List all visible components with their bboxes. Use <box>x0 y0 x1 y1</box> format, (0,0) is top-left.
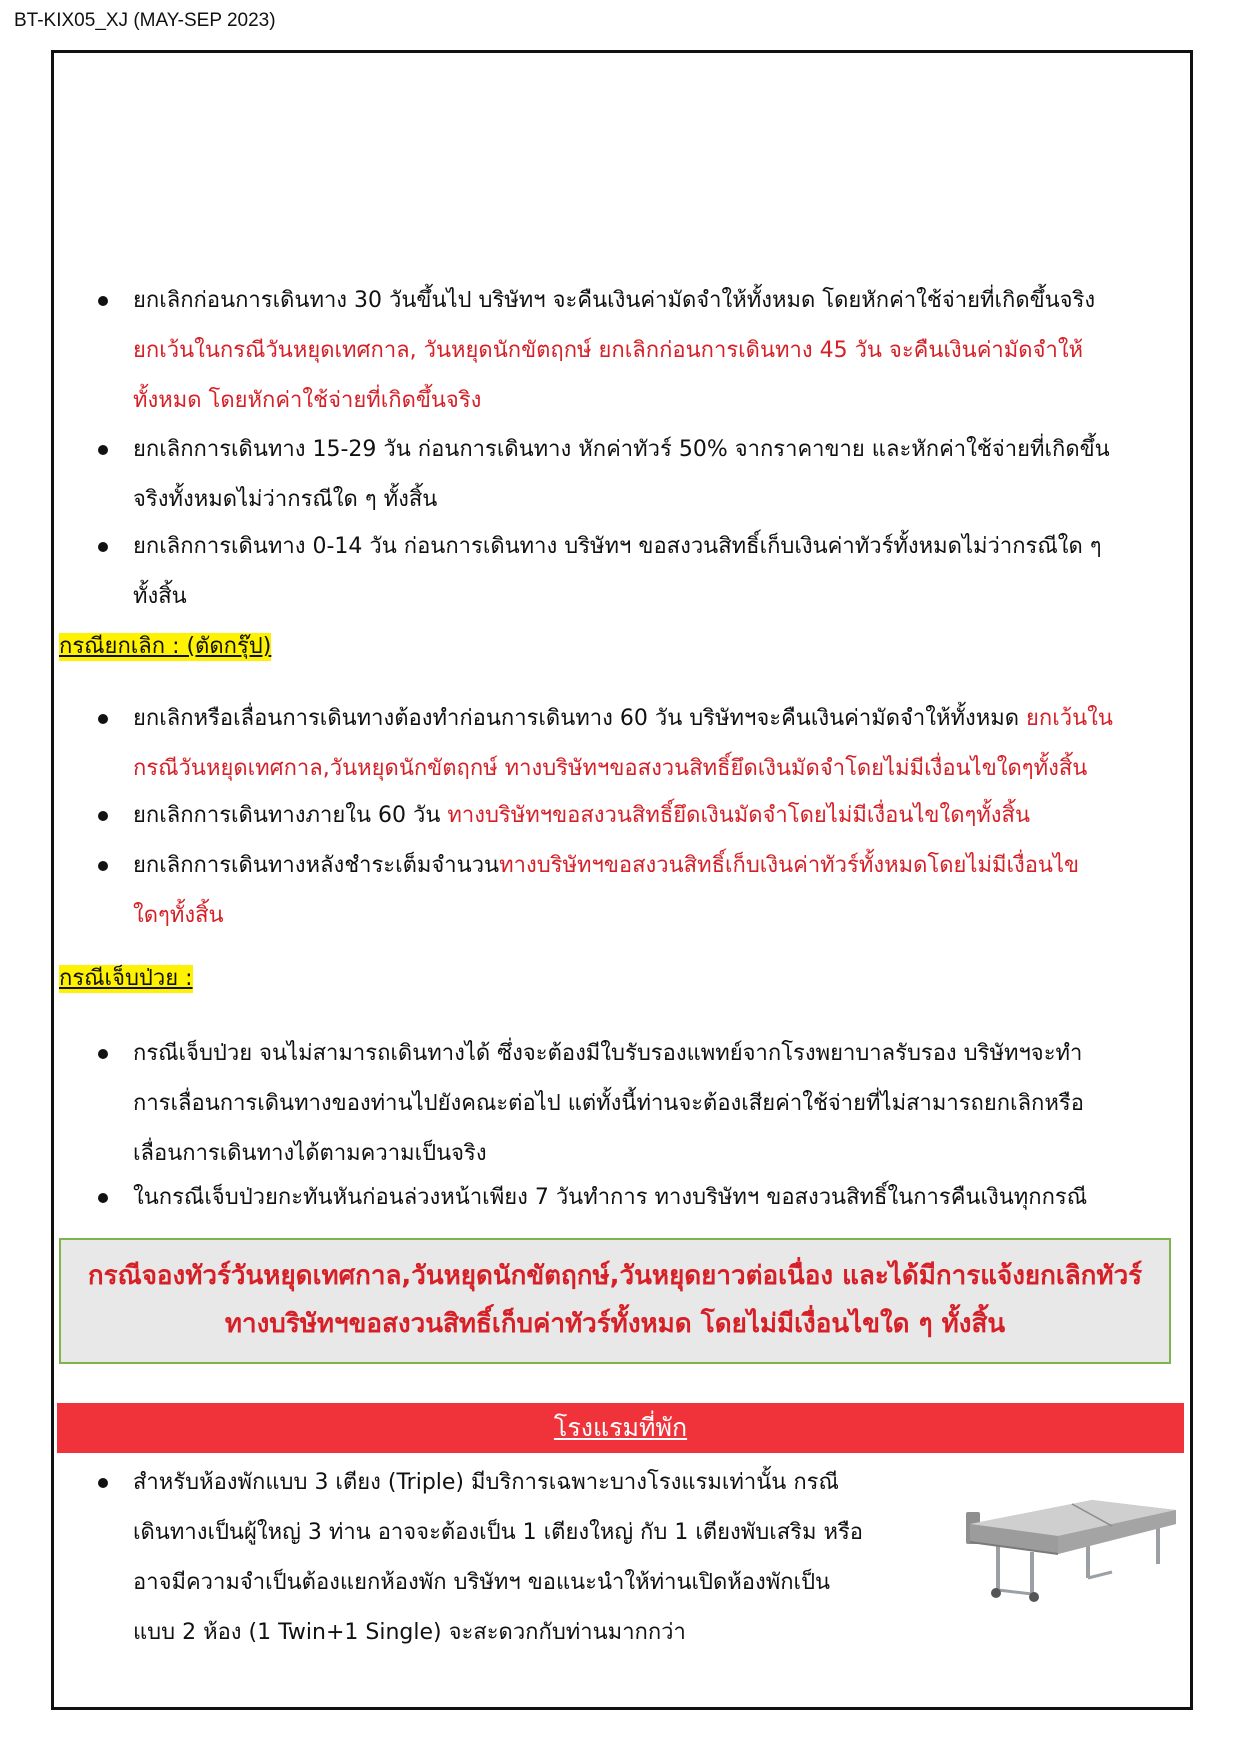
bullet-icon <box>98 1478 108 1488</box>
group-cancel-heading: กรณียกเลิก : (ตัดกรุ๊ป) <box>59 634 272 659</box>
bullet-icon <box>98 811 108 821</box>
bullet-icon <box>98 714 108 724</box>
group-cancel-item-after-payment <box>133 841 1193 941</box>
document-code: BT-KIX05_XJ (MAY-SEP 2023) <box>14 10 276 31</box>
group-cancel-item-after-payment-line2: ใดๆทั้งสิ้น <box>133 903 224 928</box>
group-cancel-item-within60-policy: ทางบริษัทฯขอสงวนสิทธิ์ยึดเงินมัดจำโดยไม่มีเงื่อนไขใดๆทั้งสิ้น <box>447 803 1031 828</box>
illness-item-sudden-line1: ในกรณีเจ็บป่วยกะทันหันก่อนล่วงหน้าเพียง 7 วันทำการ ทางบริษัทฯ ขอสงวนสิทธิ์ในการคืนเงินทุกกรณี <box>133 1185 1088 1210</box>
hotel-triple-room-note <box>133 1458 933 1658</box>
cancel-item-30days <box>133 276 1193 426</box>
illness-item-sudden <box>133 1173 1193 1223</box>
bullet-icon <box>98 861 108 871</box>
hotel-note-line4: แบบ 2 ห้อง (1 Twin+1 Single) จะสะดวกกับท่านมากกว่า <box>133 1620 686 1645</box>
group-cancel-item-60days <box>133 694 1193 794</box>
hotel-note-line3: อาจมีความจำเป็นต้องแยกห้องพัก บริษัทฯ ขอแนะนำให้ท่านเปิดห้องพักเป็น <box>133 1570 831 1595</box>
illness-item-medical-cert-line3: เลื่อนการเดินทางได้ตามความเป็นจริง <box>133 1141 487 1166</box>
cancel-item-30days-line3: ทั้งหมด โดยหักค่าใช้จ่ายที่เกิดขึ้นจริง <box>133 388 482 413</box>
cancel-item-15-29days <box>133 425 1193 525</box>
bullet-icon <box>98 542 108 552</box>
holiday-notice-line2: ทางบริษัทฯขอสงวนสิทธิ์เก็บค่าทัวร์ทั้งหมด โดยไม่มีเงื่อนไขใด ๆ ทั้งสิ้น <box>224 1309 1006 1339</box>
cancel-item-0-14days <box>133 522 1193 622</box>
group-cancel-item-60days-text: ยกเลิกหรือเลื่อนการเดินทางต้องทำก่อนการเดินทาง 60 วัน บริษัทฯจะคืนเงินค่ามัดจำให้ทั้งหมด <box>133 706 1026 731</box>
bullet-icon <box>98 1193 108 1203</box>
folding-bed-icon <box>962 1492 1182 1604</box>
illness-item-medical-cert <box>133 1029 1193 1179</box>
cancel-item-0-14days-line1: ยกเลิกการเดินทาง 0-14 วัน ก่อนการเดินทาง บริษัทฯ ขอสงวนสิทธิ์เก็บเงินค่าทัวร์ทั้งหมดไม่ว่ากรณีใด ๆ <box>133 534 1102 559</box>
group-cancel-item-60days-exception: ยกเว้นใน <box>1026 706 1113 731</box>
bullet-icon <box>98 1049 108 1059</box>
cancel-item-15-29days-line2: จริงทั้งหมดไม่ว่ากรณีใด ๆ ทั้งสิ้น <box>133 487 438 512</box>
group-cancel-item-after-payment-policy: ทางบริษัทฯขอสงวนสิทธิ์เก็บเงินค่าทัวร์ทั้งหมดโดยไม่มีเงื่อนไข <box>499 853 1080 878</box>
cancel-item-30days-line2: ยกเว้นในกรณีวันหยุดเทศกาล, วันหยุดนักขัตฤกษ์ ยกเลิกก่อนการเดินทาง 45 วัน จะคืนเงินค่ามัดจำให้ <box>133 338 1084 363</box>
bullet-icon <box>98 445 108 455</box>
illness-item-medical-cert-line1: กรณีเจ็บป่วย จนไม่สามารถเดินทางได้ ซึ่งจะต้องมีใบรับรองแพทย์จากโรงพยาบาลรับรอง บริษัทฯจะทำ <box>133 1041 1083 1066</box>
group-cancel-item-60days-line1 <box>133 694 1193 744</box>
hotel-note-line2: เดินทางเป็นผู้ใหญ่ 3 ท่าน อาจจะต้องเป็น 1 เตียงใหญ่ กับ 1 เตียงพับเสริม หรือ <box>133 1520 864 1545</box>
group-cancel-item-within60 <box>133 791 1193 841</box>
group-cancel-item-60days-line2: กรณีวันหยุดเทศกาล,วันหยุดนักขัตฤกษ์ ทางบริษัทฯขอสงวนสิทธิ์ยึดเงินมัดจำโดยไม่มีเงื่อนไขใดๆทั้งสิ้น <box>133 756 1088 781</box>
group-cancel-item-after-payment-text: ยกเลิกการเดินทางหลังชำระเต็มจำนวน <box>133 853 500 878</box>
hotel-section-header <box>57 1403 1184 1453</box>
group-cancel-item-within60-text: ยกเลิกการเดินทางภายใน 60 วัน <box>133 803 448 828</box>
hotel-section-title: โรงแรมที่พัก <box>553 1413 688 1442</box>
illness-heading: กรณีเจ็บป่วย : <box>59 966 193 991</box>
cancel-item-30days-line1: ยกเลิกก่อนการเดินทาง 30 วันขึ้นไป บริษัทฯ จะคืนเงินค่ามัดจำให้ทั้งหมด โดยหักค่าใช้จ่ายที่เกิดขึ้นจริง <box>133 288 1096 313</box>
bullet-icon <box>98 296 108 306</box>
illness-item-medical-cert-line2: การเลื่อนการเดินทางของท่านไปยังคณะต่อไป แต่ทั้งนี้ท่านจะต้องเสียค่าใช้จ่ายที่ไม่สามารถยกเลิกหรือ <box>133 1091 1084 1116</box>
hotel-note-line1: สำหรับห้องพักแบบ 3 เตียง (Triple) มีบริการเฉพาะบางโรงแรมเท่านั้น กรณี <box>133 1470 839 1495</box>
holiday-notice-line1: กรณีจองทัวร์วันหยุดเทศกาล,วันหยุดนักขัตฤกษ์,วันหยุดยาวต่อเนื่อง และได้มีการแจ้งยกเลิกทัวร์ <box>87 1261 1143 1291</box>
cancel-item-0-14days-line2: ทั้งสิ้น <box>133 584 187 609</box>
cancel-item-15-29days-line1: ยกเลิกการเดินทาง 15-29 วัน ก่อนการเดินทาง หักค่าทัวร์ 50% จากราคาขาย และหักค่าใช้จ่ายที่เกิดขึ้น <box>133 437 1110 462</box>
holiday-notice-box <box>59 1238 1171 1364</box>
